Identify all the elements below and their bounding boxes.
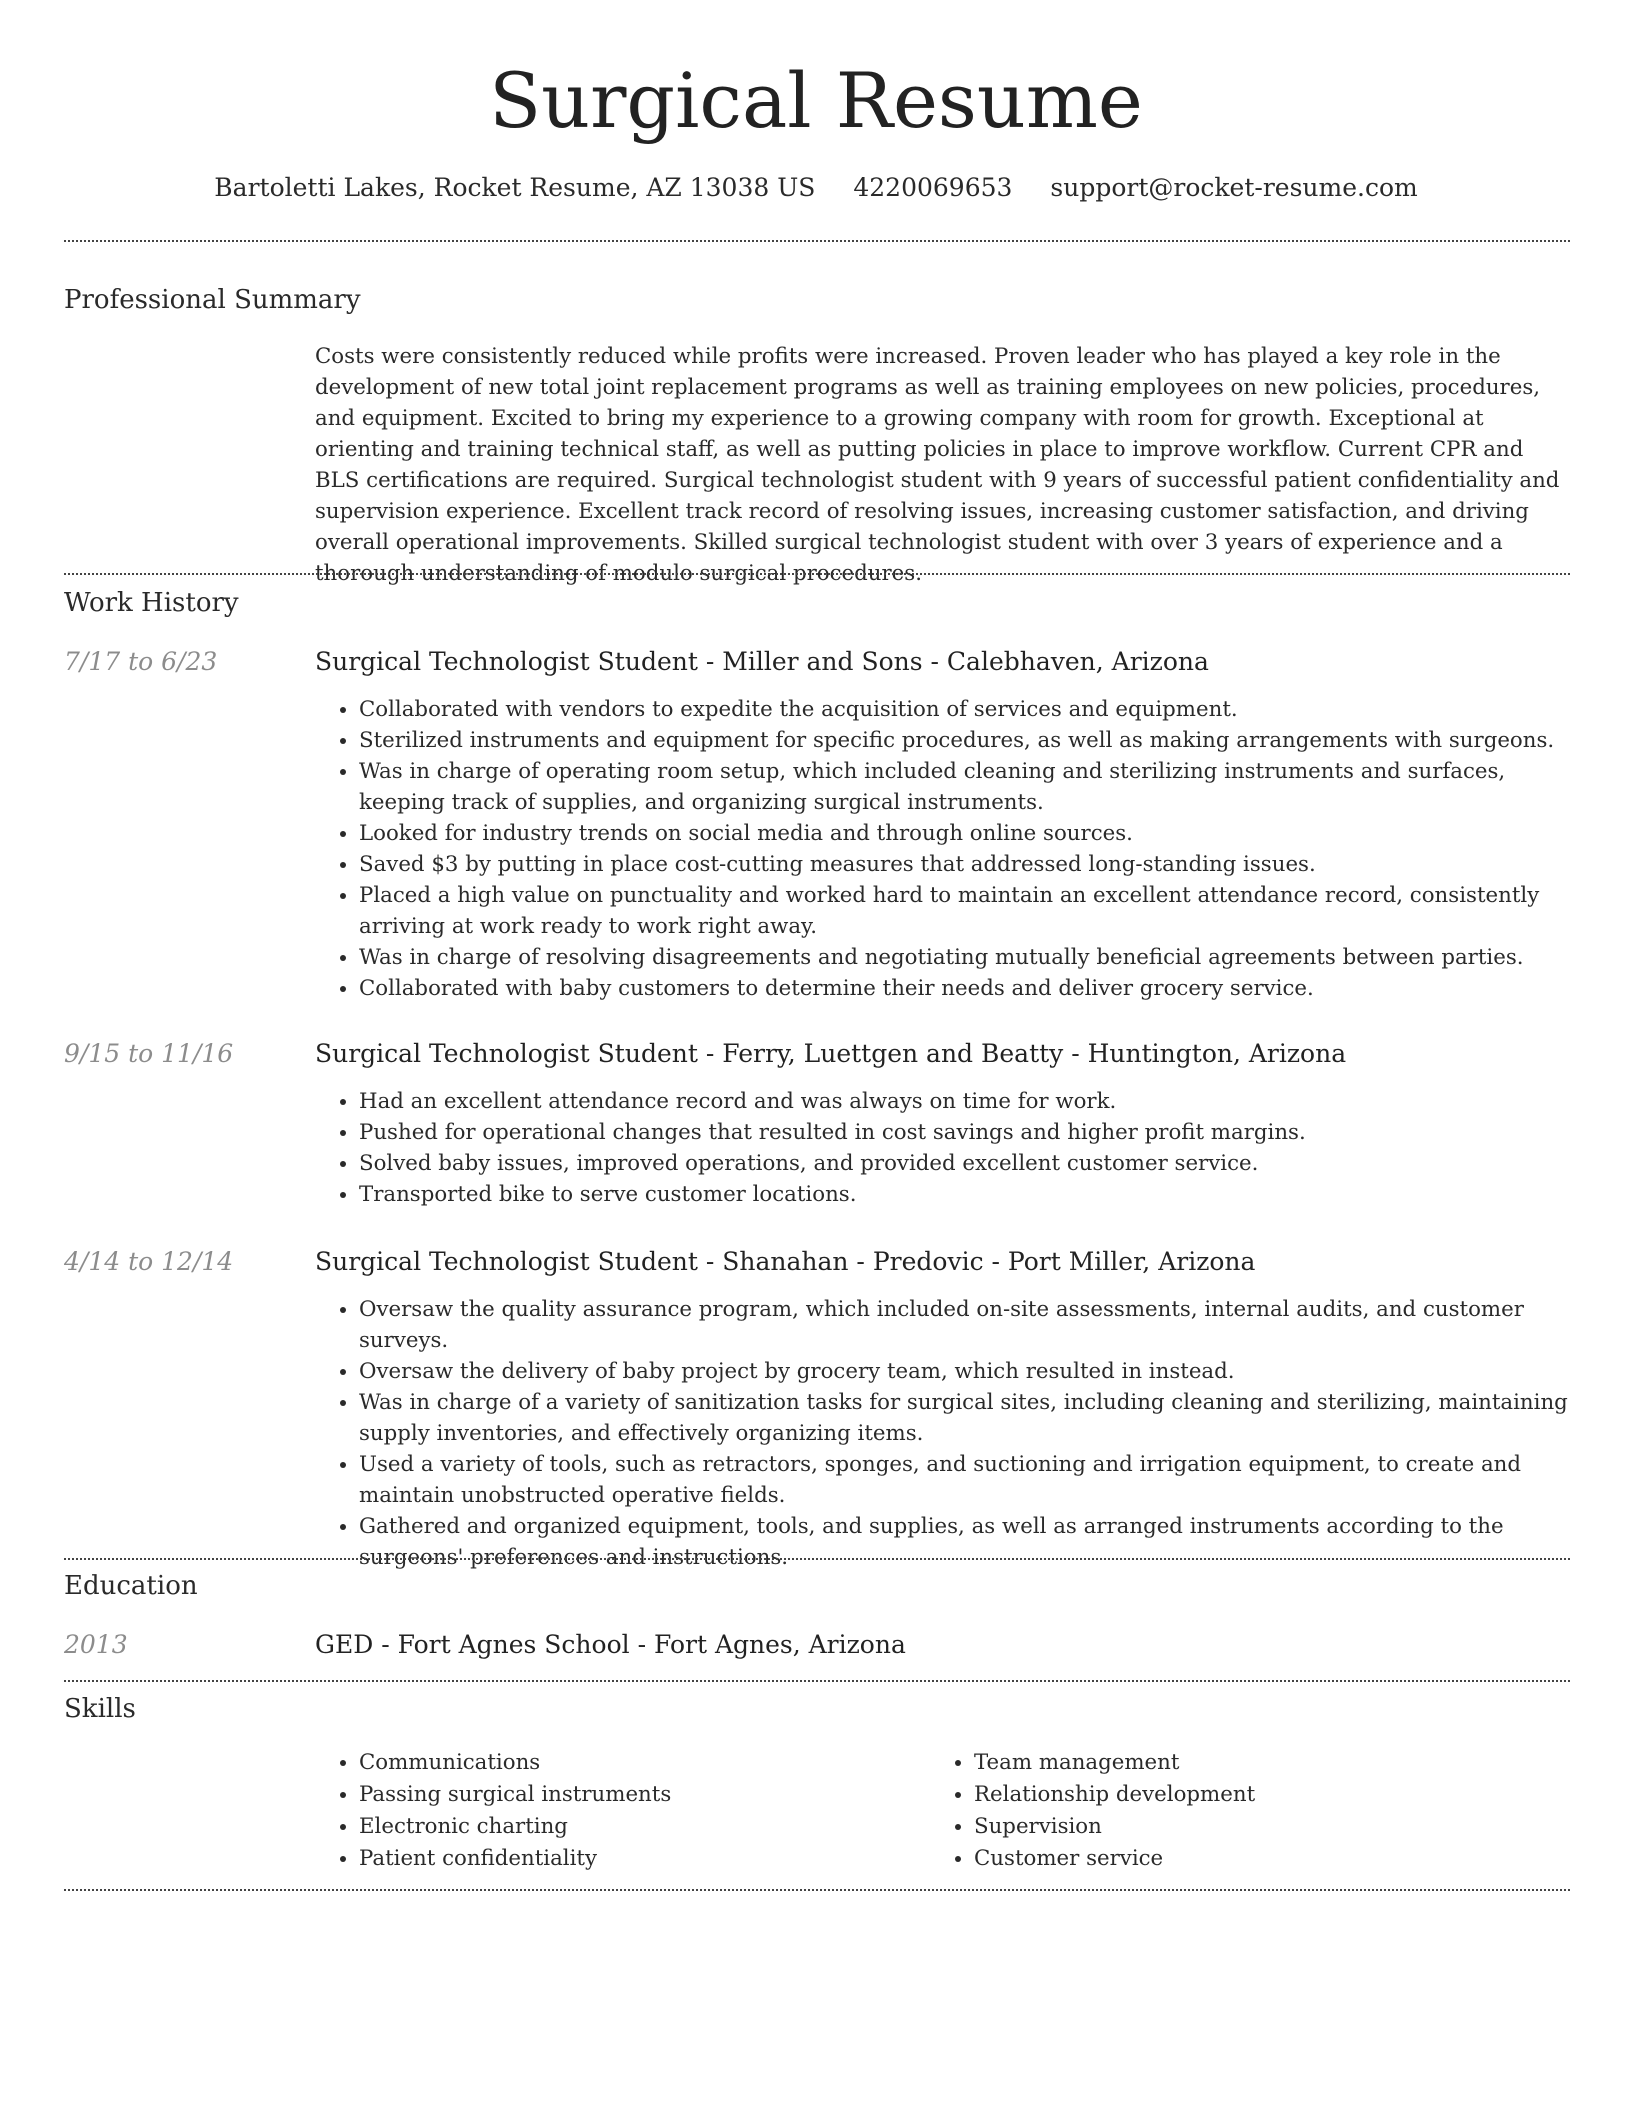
contact-line (0, 170, 1632, 206)
divider (64, 240, 1570, 242)
list-item: • Transported bike to serve customer locations. (359, 1179, 1570, 1210)
list-item: • Collaborated with baby customers to determine their needs and deliver grocery service. (359, 973, 1570, 1004)
divider (64, 1680, 1570, 1682)
list-item: • Pushed for operational changes that resulted in cost savings and higher profit margins. (359, 1117, 1570, 1148)
job-dates: 9/15 to 11/16 (64, 1039, 234, 1068)
contact-phone: 4220069653 (853, 173, 1013, 202)
divider (64, 573, 1570, 575)
skill-item: • Passing surgical instruments (359, 1779, 915, 1811)
list-item: • Was in charge of operating room setup, which included cleaning and sterilizing instruments and surfaces, keeping track of supplies, and organizing surgical instruments. (359, 756, 1570, 818)
divider (64, 1558, 1570, 1560)
skills-list-left (315, 1747, 915, 1875)
list-item: • Was in charge of resolving disagreements and negotiating mutually beneficial agreements between parties. (359, 942, 1570, 973)
list-item: • Placed a high value on punctuality and worked hard to maintain an excellent attendance record, consistently arriving at work ready to work right away. (359, 880, 1570, 942)
contact-email: support@rocket-resume.com (1050, 173, 1418, 202)
skill-item: • Customer service (974, 1843, 1550, 1875)
skill-item: • Communications (359, 1747, 915, 1779)
job-dates: 4/14 to 12/14 (64, 1247, 234, 1276)
summary-text: Costs were consistently reduced while profits were increased. Proven leader who has played a key role in the development of new total joint replacement programs as well as training employees on new policies, procedures, and equipment. Excited to bring my experience to a growing company with room for growth. Exceptional at orienting and training technical staff, as well as putting policies in place to improve workflow. Current CPR and BLS certifications are required. Surgical technologist student with 9 years of successful patient confidentiality and supervision experience. Excellent track record of resolving issues, increasing customer satisfaction, and driving overall operational improvements. Skilled surgical technologist student with over 3 years of experience and a thorough understanding of modulo surgical procedures. (315, 344, 1560, 586)
contact-address: Bartoletti Lakes, Rocket Resume, AZ 13038 US (214, 173, 816, 202)
section-title-skills: Skills (64, 1694, 136, 1724)
skill-item: • Team management (974, 1747, 1550, 1779)
list-item: • Had an excellent attendance record and was always on time for work. (359, 1086, 1570, 1117)
section-title-education: Education (64, 1571, 198, 1601)
education-title: GED - Fort Agnes School - Fort Agnes, Arizona (315, 1630, 906, 1659)
skills-list-right (930, 1747, 1550, 1875)
list-item: • Gathered and organized equipment, tools, and supplies, as well as arranged instruments according to the surgeons' preferences and instructions. (359, 1511, 1570, 1573)
job-title: Surgical Technologist Student - Ferry, Luettgen and Beatty - Huntington, Arizona (315, 1039, 1347, 1068)
resume-title: Surgical Resume (489, 56, 1143, 145)
section-title-work-history: Work History (64, 588, 239, 618)
list-item: • Collaborated with vendors to expedite the acquisition of services and equipment. (359, 694, 1570, 725)
list-item: • Solved baby issues, improved operations, and provided excellent customer service. (359, 1148, 1570, 1179)
skill-item: • Patient confidentiality (359, 1843, 915, 1875)
skill-item: • Supervision (974, 1811, 1550, 1843)
job-title: Surgical Technologist Student - Shanahan - Predovic - Port Miller, Arizona (315, 1247, 1256, 1276)
section-title-summary: Professional Summary (64, 285, 361, 315)
skill-item: • Electronic charting (359, 1811, 915, 1843)
education-year: 2013 (64, 1630, 128, 1659)
skill-item: • Relationship development (974, 1779, 1550, 1811)
list-item: • Saved $3 by putting in place cost-cutting measures that addressed long-standing issues. (359, 849, 1570, 880)
list-item: • Oversaw the quality assurance program, which included on-site assessments, internal audits, and customer surveys. (359, 1294, 1570, 1356)
list-item: • Sterilized instruments and equipment for specific procedures, as well as making arrangements with surgeons. (359, 725, 1570, 756)
divider (64, 1889, 1570, 1891)
job-bullets (315, 1086, 1570, 1210)
list-item: • Used a variety of tools, such as retractors, sponges, and suctioning and irrigation equipment, to create and maintain unobstructed operative fields. (359, 1449, 1570, 1511)
list-item: • Oversaw the delivery of baby project by grocery team, which resulted in instead. (359, 1356, 1570, 1387)
job-title: Surgical Technologist Student - Miller and Sons - Calebhaven, Arizona (315, 647, 1209, 676)
list-item: • Looked for industry trends on social media and through online sources. (359, 818, 1570, 849)
job-dates: 7/17 to 6/23 (64, 647, 218, 676)
job-bullets (315, 1294, 1570, 1573)
list-item: • Was in charge of a variety of sanitization tasks for surgical sites, including cleaning and sterilizing, maintaining supply inventories, and effectively organizing items. (359, 1387, 1570, 1449)
job-bullets (315, 694, 1570, 1004)
